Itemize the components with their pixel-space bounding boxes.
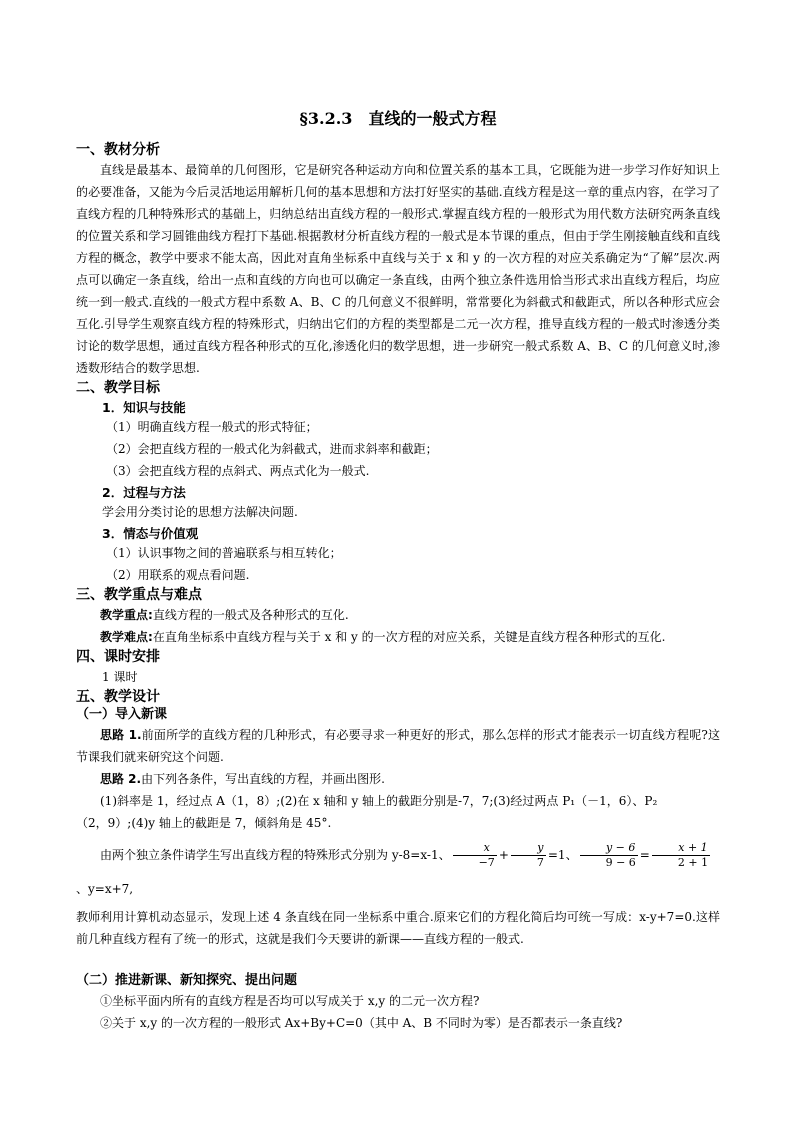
conditions-line-2: （2，9）;(4)y 轴上的截距是 7，倾斜角是 45°. xyxy=(76,816,332,830)
equals-sign: = xyxy=(639,848,650,862)
idea-2-text: 由下列各条件，写出直线的方程，并画出图形. xyxy=(141,772,385,786)
fraction-two-point-left: $\frac{y - 6}{9 - 6}$ xyxy=(580,841,638,870)
idea-1-label: 思路 1. xyxy=(100,728,142,742)
subheading-values: 3．情态与价值观 xyxy=(102,526,199,541)
fraction-y-over-7: $\frac{y}{7}$ xyxy=(511,841,546,870)
idea-1-paragraph xyxy=(76,724,720,768)
question-1: ①坐标平面内所有的直线方程是否均可以写成关于 x,y 的二元一次方程? xyxy=(100,994,480,1008)
idea-1-text: 前面所学的直线方程的几种形式，有必要寻求一种更好的形式，那么怎样的形式才能表示一切直线方程呢?这节课我们就来研究这个问题. xyxy=(76,728,720,764)
part-heading-intro: （一）导入新课 xyxy=(76,707,168,722)
goal-item: （1）明确直线方程一般式的形式特征； xyxy=(106,420,318,434)
conditions-line-1: (1)斜率是 1，经过点 A（1，8）;(2)在 x 轴和 y 轴上的截距分别是-7，7;(3)经过两点 P₁（－1，6）、P₂ xyxy=(100,794,658,808)
fraction-two-point-right: $\frac{x + 1}{2 + 1}$ xyxy=(652,841,710,870)
section-heading-schedule: 四、课时安排 xyxy=(76,649,160,665)
key-point-paragraph xyxy=(76,604,720,626)
equation-end: 、y=x+7, xyxy=(76,882,134,896)
schedule-text: 1 课时 xyxy=(102,670,138,684)
section-heading-key-difficult: 三、教学重点与难点 xyxy=(76,587,202,603)
section-heading-textbook-analysis: 一、教材分析 xyxy=(76,142,160,158)
difficult-point-paragraph xyxy=(76,626,720,648)
idea-2-paragraph xyxy=(76,768,720,790)
subheading-process-method: 2．过程与方法 xyxy=(102,485,186,500)
equation-lead: 由两个独立条件请学生写出直线方程的特殊形式分别为 y-8=x-1、 xyxy=(100,848,451,862)
subheading-knowledge-skills: 1．知识与技能 xyxy=(102,400,186,415)
goal-item: （1）认识事物之间的普遍联系与相互转化； xyxy=(106,546,342,560)
difficult-point-label: 教学难点: xyxy=(100,630,153,644)
part-heading-new-lesson: （二）推进新课、新知探究、提出问题 xyxy=(76,973,298,988)
page-title: §3.2.3 直线的一般式方程 xyxy=(299,109,497,128)
document-page xyxy=(76,100,720,1034)
textbook-analysis-paragraph: 直线是最基本、最简单的几何图形，它是研究各种运动方向和位置关系的基本工具，它既能为进一步学习作好知识上的必要准备，又能为今后灵活地运用解析几何的基本思想和方法打好坚实的基础.直线方程是这一章的重点内容，在学习了直线方程的几种特殊形式的基础上，归纳总结出直线方程的一般形式.掌握直线方程的一般形式为用代数方法研究两条直线的位置关系和学习圆锥曲线方程打下基础.根据教材分析直线方程的一般式是本节课的重点，但由于学生刚接触直线和直线方程的概念，教学中要求不能太高，因此对直角坐标系中直线与关于 x 和 y 的一次方程的对应关系确定为“了解”层次.两点可以确定一条直线，给出一点和直线的方向也可以确定一条直线，由两个独立条件选用恰当形式求出直线方程后，均应统一到一般式.直线的一般式方程中系数 A、B、C 的几何意义不很鲜明，常常要化为斜截式和截距式，所以各种形式应会互化.引导学生观察直线方程的特殊形式，归纳出它们的方程的类型都是二元一次方程，推导直线方程的一般式时渗透分类讨论的数学思想，通过直线方程各种形式的互化,渗透化归的数学思想，进一步研究一般式系数 A、B、C 的几何意义时,渗透数形结合的数学思想. xyxy=(76,163,720,375)
key-point-label: 教学重点: xyxy=(100,608,153,622)
process-method-text: 学会用分类讨论的思想方法解决问题. xyxy=(102,505,298,519)
plus-sign: + xyxy=(498,848,509,862)
equation-tail: =1、 xyxy=(547,848,578,862)
goal-item: （3）会把直线方程的点斜式、两点式化为一般式. xyxy=(106,464,370,478)
goal-item: （2）会把直线方程的一般式化为斜截式，进而求斜率和截距； xyxy=(106,442,438,456)
idea-2-label: 思路 2. xyxy=(100,772,142,786)
section-heading-teaching-goals: 二、教学目标 xyxy=(76,380,160,396)
question-2: ②关于 x,y 的一次方程的一般形式 Ax+By+C=0（其中 A、B 不同时为零）是否都表示一条直线? xyxy=(100,1016,623,1030)
equation-line xyxy=(76,838,720,906)
section-heading-teaching-design: 五、教学设计 xyxy=(76,689,160,705)
fraction-x-over-minus7: $\frac{x}{-7}$ xyxy=(453,841,497,870)
after-equation-paragraph: 教师利用计算机动态显示，发现上述 4 条直线在同一坐标系中重合.原来它们的方程化简后均可统一写成：x-y+7=0.这样前几种直线方程有了统一的形式，这就是我们今天要讲的新课——直线方程的一般式. xyxy=(76,910,720,946)
difficult-point-text: 在直角坐标系中直线方程与关于 x 和 y 的一次方程的对应关系，关键是直线方程各种形式的互化. xyxy=(152,630,666,644)
key-point-text: 直线方程的一般式及各种形式的互化. xyxy=(152,608,349,622)
goal-item: （2）用联系的观点看问题. xyxy=(106,568,250,582)
